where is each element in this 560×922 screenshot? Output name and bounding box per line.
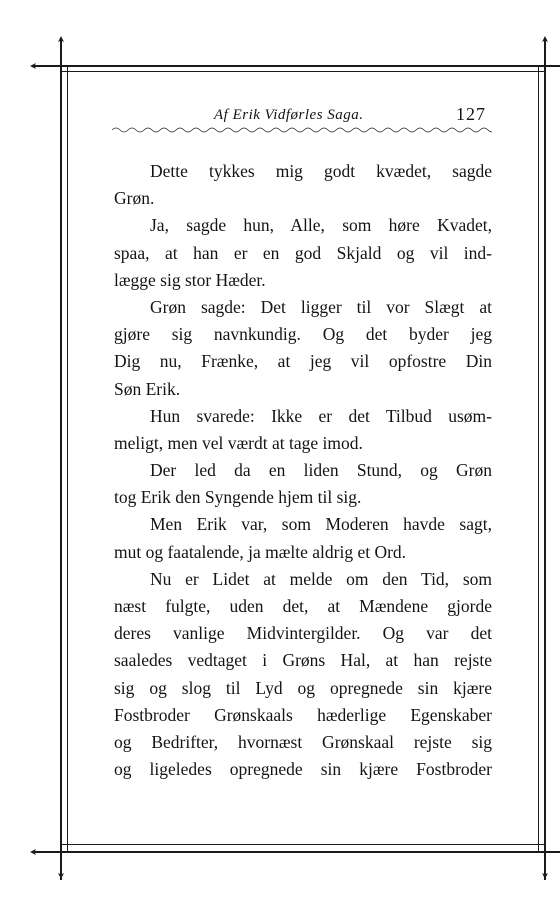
- frame-right-inner-line: [538, 67, 539, 851]
- text-line: Ja, sagde hun, Alle, som høre Kvadet,: [150, 215, 492, 236]
- frame-top-line: [36, 65, 560, 67]
- text-line: Hun svarede: Ikke er det Tilbud usøm-: [150, 405, 492, 426]
- frame-left-inner-line: [67, 67, 68, 851]
- running-title: Af Erik Vidførles Saga.: [214, 107, 364, 123]
- text-line: mut og faatalende, ja mælte aldrig et Ord.: [114, 541, 407, 562]
- fleuron-ornament-icon: [30, 58, 46, 74]
- text-line: gjøre sig navnkundig. Og det byder jeg: [114, 324, 492, 345]
- text-line: Dig nu, Frænke, at jeg vil opfostre Din: [114, 351, 492, 372]
- frame-left-line: [60, 40, 62, 880]
- text-line: Men Erik var, som Moderen havde sagt,: [150, 514, 492, 535]
- fleuron-ornament-icon: [537, 36, 553, 52]
- page-body-text: [114, 158, 492, 783]
- fleuron-ornament-icon: [53, 36, 69, 52]
- text-line: spaa, at han er en god Skjald og vil ind-: [114, 242, 492, 263]
- text-line: næst fulgte, uden det, at Mændene gjorde: [114, 596, 492, 616]
- text-line: saaledes vedtaget i Grøns Hal, at han rejste: [114, 650, 492, 671]
- frame-bottom-line: [36, 851, 560, 853]
- wavy-header-rule: [112, 126, 492, 134]
- text-line: Der led da en liden Stund, og Grøn: [150, 460, 492, 481]
- text-line: sig og slog til Lyd og opregnede sin kjære: [114, 677, 492, 698]
- fleuron-ornament-icon: [53, 863, 69, 879]
- text-line: Grøn.: [114, 188, 155, 209]
- text-line: deres vanlige Midvintergilder. Og var det: [114, 623, 492, 644]
- text-line: meligt, men vel værdt at tage imod.: [114, 432, 363, 453]
- frame-bottom-inner-line: [62, 844, 544, 845]
- fleuron-ornament-icon: [30, 844, 46, 860]
- page-number: 127: [456, 104, 486, 124]
- text-line: Fostbroder Grønskaals hæderlige Egenskaber: [114, 704, 492, 725]
- text-line: Dette tykkes mig godt kvædet, sagde: [150, 161, 492, 181]
- text-line: tog Erik den Syngende hjem til sig.: [114, 487, 362, 508]
- frame-right-line: [544, 40, 546, 880]
- text-line: Nu er Lidet at melde om den Tid, som: [150, 568, 492, 589]
- text-line: lægge sig stor Hæder.: [114, 269, 266, 290]
- text-line: Søn Erik.: [114, 378, 181, 399]
- fleuron-ornament-icon: [537, 863, 553, 879]
- frame-top-inner-line: [62, 71, 544, 72]
- text-line: og ligeledes opregnede sin kjære Fostbroder: [114, 759, 492, 780]
- running-head: [110, 104, 494, 128]
- text-line: og Bedrifter, hvornæst Grønskaal rejste sig: [114, 731, 492, 752]
- text-line: Grøn sagde: Det ligger til vor Slægt at: [150, 296, 492, 317]
